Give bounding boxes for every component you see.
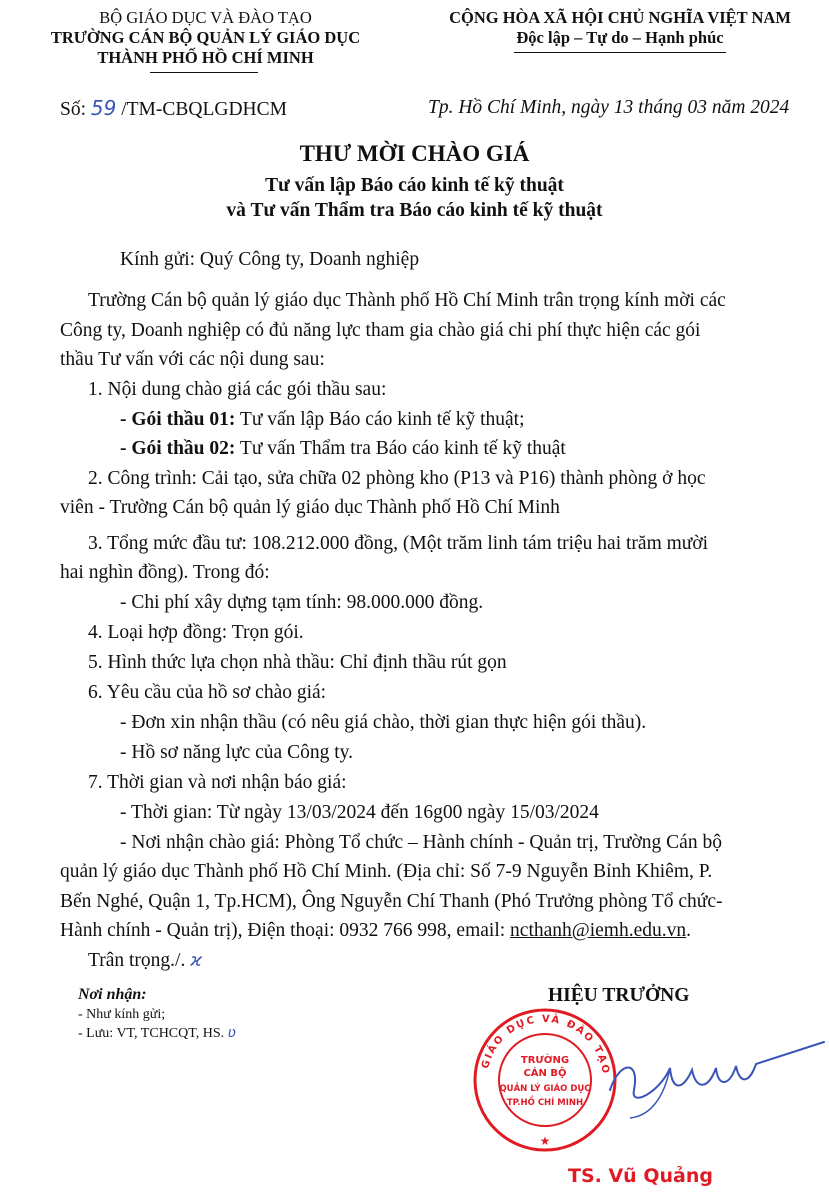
item-6: 6. Yêu cầu của hồ sơ chào giá: <box>88 682 327 703</box>
item-7-place-line-3: Bến Nghé, Quận 1, Tp.HCM), Ông Nguyễn Chí Thanh (Phó Trưởng phòng Tổ chức- <box>60 891 723 912</box>
recipient-2-text: - Lưu: VT, TCHCQT, HS. <box>78 1026 225 1041</box>
number-suffix: /TM-CBQLGDHCM <box>121 99 287 120</box>
signer-name: TS. Vũ Quảng <box>568 1165 713 1187</box>
item-2-line-1: 2. Công trình: Cải tạo, sửa chữa 02 phòng kho (P13 và P16) thành phòng ở học <box>88 468 706 489</box>
email-link[interactable]: ncthanh@iemh.edu.vn <box>510 920 687 941</box>
item-1: 1. Nội dung chào giá các gói thầu sau: <box>88 379 387 400</box>
recipients-title: Nơi nhận: <box>78 986 147 1003</box>
recipient-1: - Như kính gửi; <box>78 1007 166 1022</box>
package-1 <box>120 408 525 432</box>
intro-line-3: thầu Tư vấn với các nội dung sau: <box>60 349 325 370</box>
package-2-text: Tư vấn Thẩm tra Báo cáo kinh tế kỹ thuật <box>235 438 566 459</box>
item-7-place-line-2: quản lý giáo dục Thành phố Hồ Chí Minh. (Địa chỉ: Số 7-9 Nguyễn Bỉnh Khiêm, P. <box>60 861 713 882</box>
issuer-underline <box>150 72 258 73</box>
closing <box>88 949 202 973</box>
item-3-line-2: hai nghìn đồng). Trong đó: <box>60 562 270 583</box>
signature-stroke <box>610 1042 824 1098</box>
stamp-inner-ring <box>499 1034 591 1126</box>
item-7-place-line-1: - Nơi nhận chào giá: Phòng Tổ chức – Hành chính - Quản trị, Trường Cán bộ <box>120 832 722 853</box>
stamp-star: ★ <box>539 1134 551 1148</box>
republic-name: CỘNG HÒA XÃ HỘI CHỦ NGHĨA VIỆT NAM <box>449 8 791 27</box>
city-name: THÀNH PHỐ HỒ CHÍ MINH <box>97 48 314 67</box>
stamp-line-3: QUẢN LÝ GIÁO DỤC <box>499 1084 591 1094</box>
recipient-2 <box>78 1024 236 1043</box>
handwritten-tick: ʋ <box>227 1025 237 1041</box>
school-name: TRƯỜNG CÁN BỘ QUẢN LÝ GIÁO DỤC <box>50 28 361 47</box>
number-label: Số: <box>60 99 87 120</box>
item-6-sub-1: - Đơn xin nhận thầu (có nêu giá chào, thời gian thực hiện gói thầu). <box>120 712 647 733</box>
stamp-outer-ring <box>475 1010 615 1150</box>
closing-text: Trân trọng./. <box>88 950 186 971</box>
package-1-text: Tư vấn lập Báo cáo kinh tế kỹ thuật; <box>235 409 525 430</box>
stamp-ring-text: GIÁO DỤC VÀ ĐÀO TẠO <box>480 1013 611 1076</box>
stamp-line-4: TP.HỒ CHÍ MINH <box>506 1098 584 1108</box>
subtitle-line-1: Tư vấn lập Báo cáo kinh tế kỹ thuật <box>265 175 564 196</box>
item-2-line-2: viên - Trường Cán bộ quản lý giáo dục Thành phố Hồ Chí Minh <box>60 497 560 518</box>
place-date: Tp. Hồ Chí Minh, ngày 13 tháng 03 năm 2024 <box>428 97 790 118</box>
initial-mark: ϰ <box>190 950 203 971</box>
item-7-place-line-4 <box>60 919 691 943</box>
document-title: THƯ MỜI CHÀO GIÁ <box>299 141 530 166</box>
item-3-sub: - Chi phí xây dựng tạm tính: 98.000.000 đồng. <box>120 592 484 613</box>
handwritten-signature <box>600 1020 829 1120</box>
intro-line-1: Trường Cán bộ quản lý giáo dục Thành phố Hồ Chí Minh trân trọng kính mời các <box>88 290 726 311</box>
ministry-name: BỘ GIÁO DỤC VÀ ĐÀO TẠO <box>99 8 312 27</box>
national-motto-block <box>410 8 829 48</box>
item-3-line-1: 3. Tổng mức đầu tư: 108.212.000 đồng, (Một trăm linh tám triệu hai trăm mười <box>88 533 709 554</box>
item-7-time: - Thời gian: Từ ngày 13/03/2024 đến 16g00 ngày 15/03/2024 <box>120 802 599 823</box>
item-6-sub-2: - Hồ sơ năng lực của Công ty. <box>120 742 353 763</box>
motto-underline <box>514 52 726 53</box>
item-5: 5. Hình thức lựa chọn nhà thầu: Chỉ định thầu rút gọn <box>88 652 507 673</box>
signer-title: HIỆU TRƯỞNG <box>548 985 690 1006</box>
official-stamp <box>470 1005 620 1155</box>
stamp-line-1: TRƯỜNG <box>520 1055 570 1066</box>
stamp-line-2: CÁN BỘ <box>523 1068 567 1079</box>
motto: Độc lập – Tự do – Hạnh phúc <box>516 28 724 47</box>
intro-line-2: Công ty, Doanh nghiệp có đủ năng lực tham gia chào giá chi phí thực hiện các gói <box>60 320 701 341</box>
salutation: Kính gửi: Quý Công ty, Doanh nghiệp <box>120 249 420 270</box>
item-7: 7. Thời gian và nơi nhận báo giá: <box>88 772 347 793</box>
issuer-block <box>18 8 393 68</box>
subtitle-line-2: và Tư vấn Thẩm tra Báo cáo kinh tế kỹ thuật <box>226 200 603 221</box>
document-number <box>60 96 287 122</box>
item-4: 4. Loại hợp đồng: Trọn gói. <box>88 622 304 643</box>
package-2 <box>120 437 566 461</box>
package-2-label: - Gói thầu 02: <box>120 438 236 459</box>
contact-text: Hành chính - Quản trị), Điện thoại: 0932 766 998, email: <box>60 920 511 941</box>
email-period: . <box>686 920 692 941</box>
handwritten-number: 59 <box>90 96 117 120</box>
package-1-label: - Gói thầu 01: <box>120 409 236 430</box>
